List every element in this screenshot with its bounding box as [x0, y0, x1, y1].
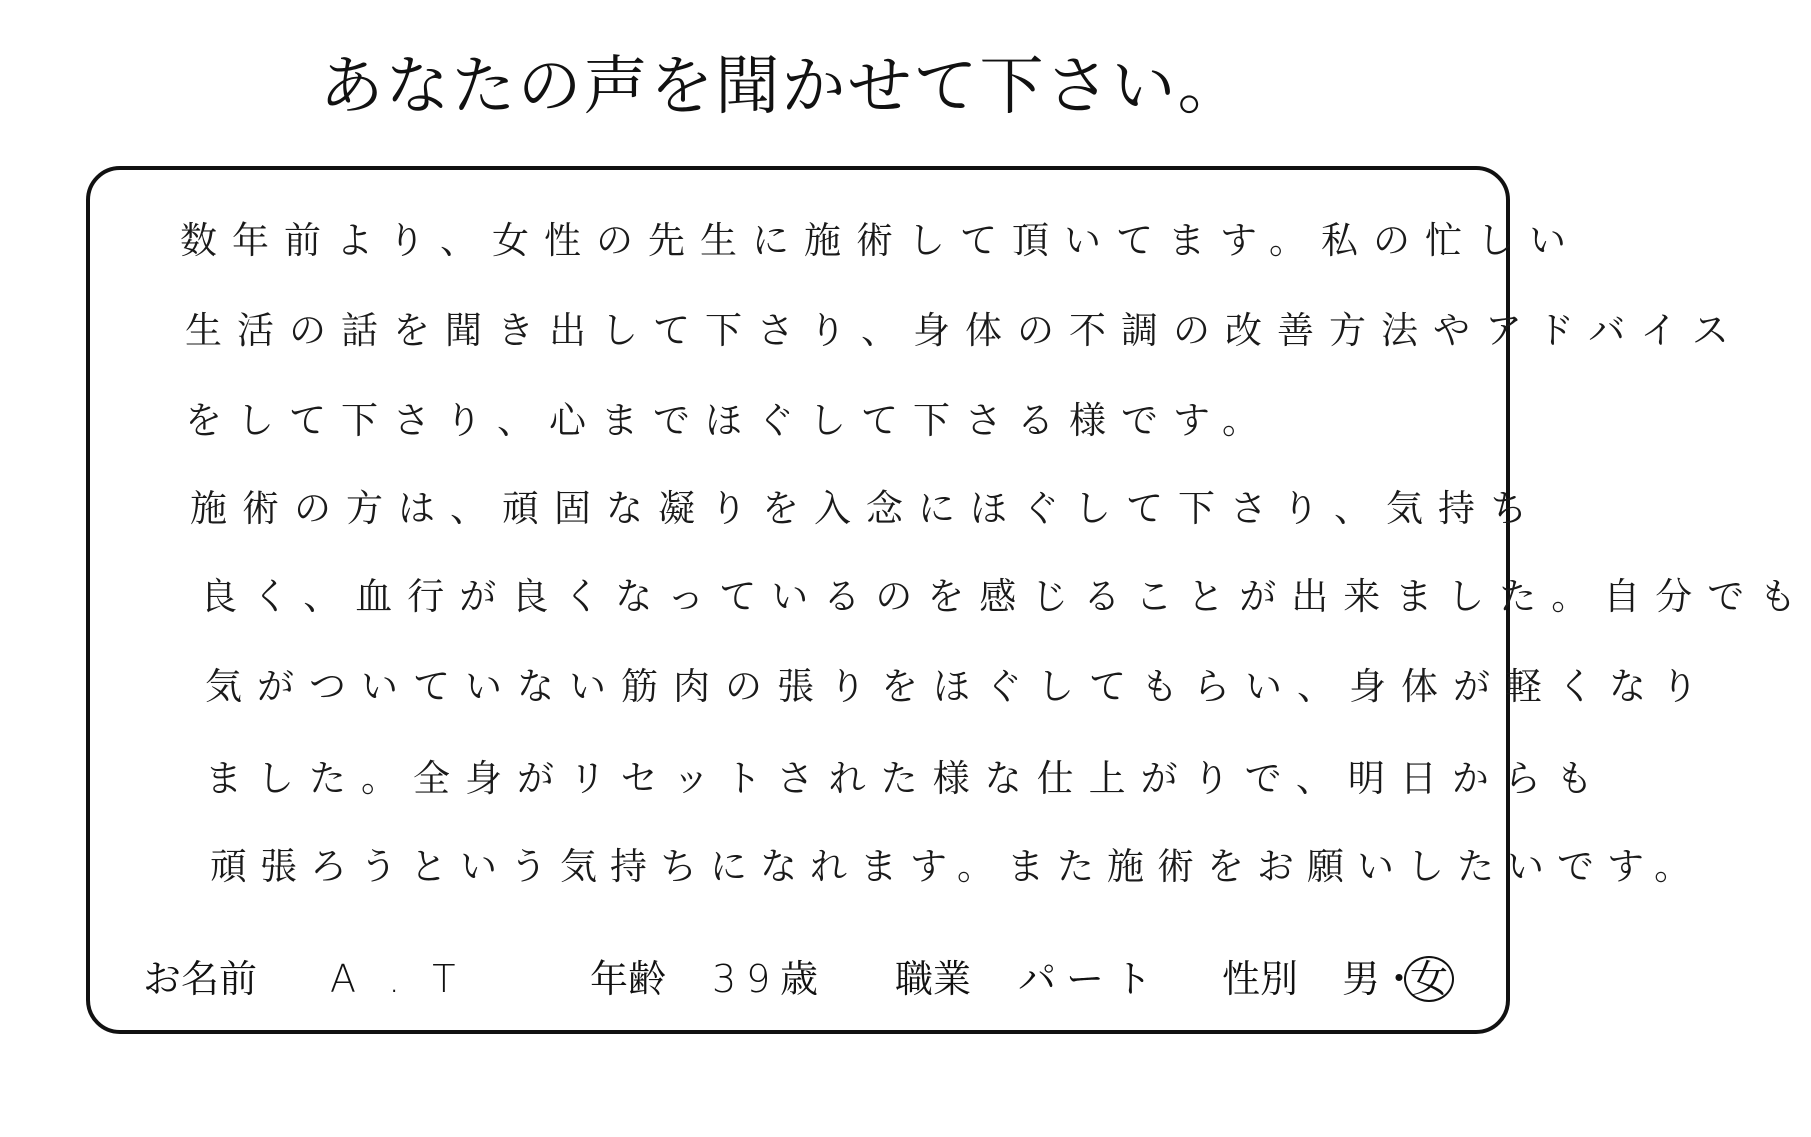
testimonial-line: 生活の話を聞き出して下さり、身体の不調の改善方法やアドバイス	[185, 309, 1744, 352]
testimonial-line: 気がついていない筋肉の張りをほぐしてもらい、身体が軽くなり	[205, 665, 1713, 708]
name-label: お名前	[143, 957, 258, 1001]
job-label: 職業	[895, 957, 972, 1001]
testimonial-line: 施術の方は、頑固な凝りを入念にほぐして下さり、気持ち	[190, 487, 1542, 530]
gender-female-circled: 女	[1404, 956, 1454, 1002]
gender-male: 男	[1342, 957, 1381, 1001]
testimonial-line: 頑張ろうという気持ちになれます。また施術をお願いしたいです。	[210, 845, 1705, 888]
testimonial-line: をして下さり、心までほぐして下さる様です。	[185, 399, 1275, 442]
testimonial-line: 数年前より、女性の先生に施術して頂いてます。私の忙しい	[180, 219, 1582, 262]
testimonial-line: ました。全身がリセットされた様な仕上がりで、明日からも	[205, 757, 1608, 800]
age-value: 39	[712, 957, 781, 1001]
job-value: パート	[1018, 957, 1163, 1001]
age-unit: 歳	[780, 957, 819, 1001]
testimonial-line: 良く、血行が良くなっているのを感じることが出来ました。自分でも	[200, 575, 1811, 618]
name-value: A . T	[330, 957, 466, 1001]
age-label: 年齢	[590, 957, 667, 1001]
profile-footer	[0, 957, 1563, 1010]
gender-separator: ・	[1380, 957, 1419, 1001]
gender-label: 性別	[1222, 957, 1299, 1001]
page-title: あなたの声を聞かせて下さい。	[319, 50, 1244, 124]
